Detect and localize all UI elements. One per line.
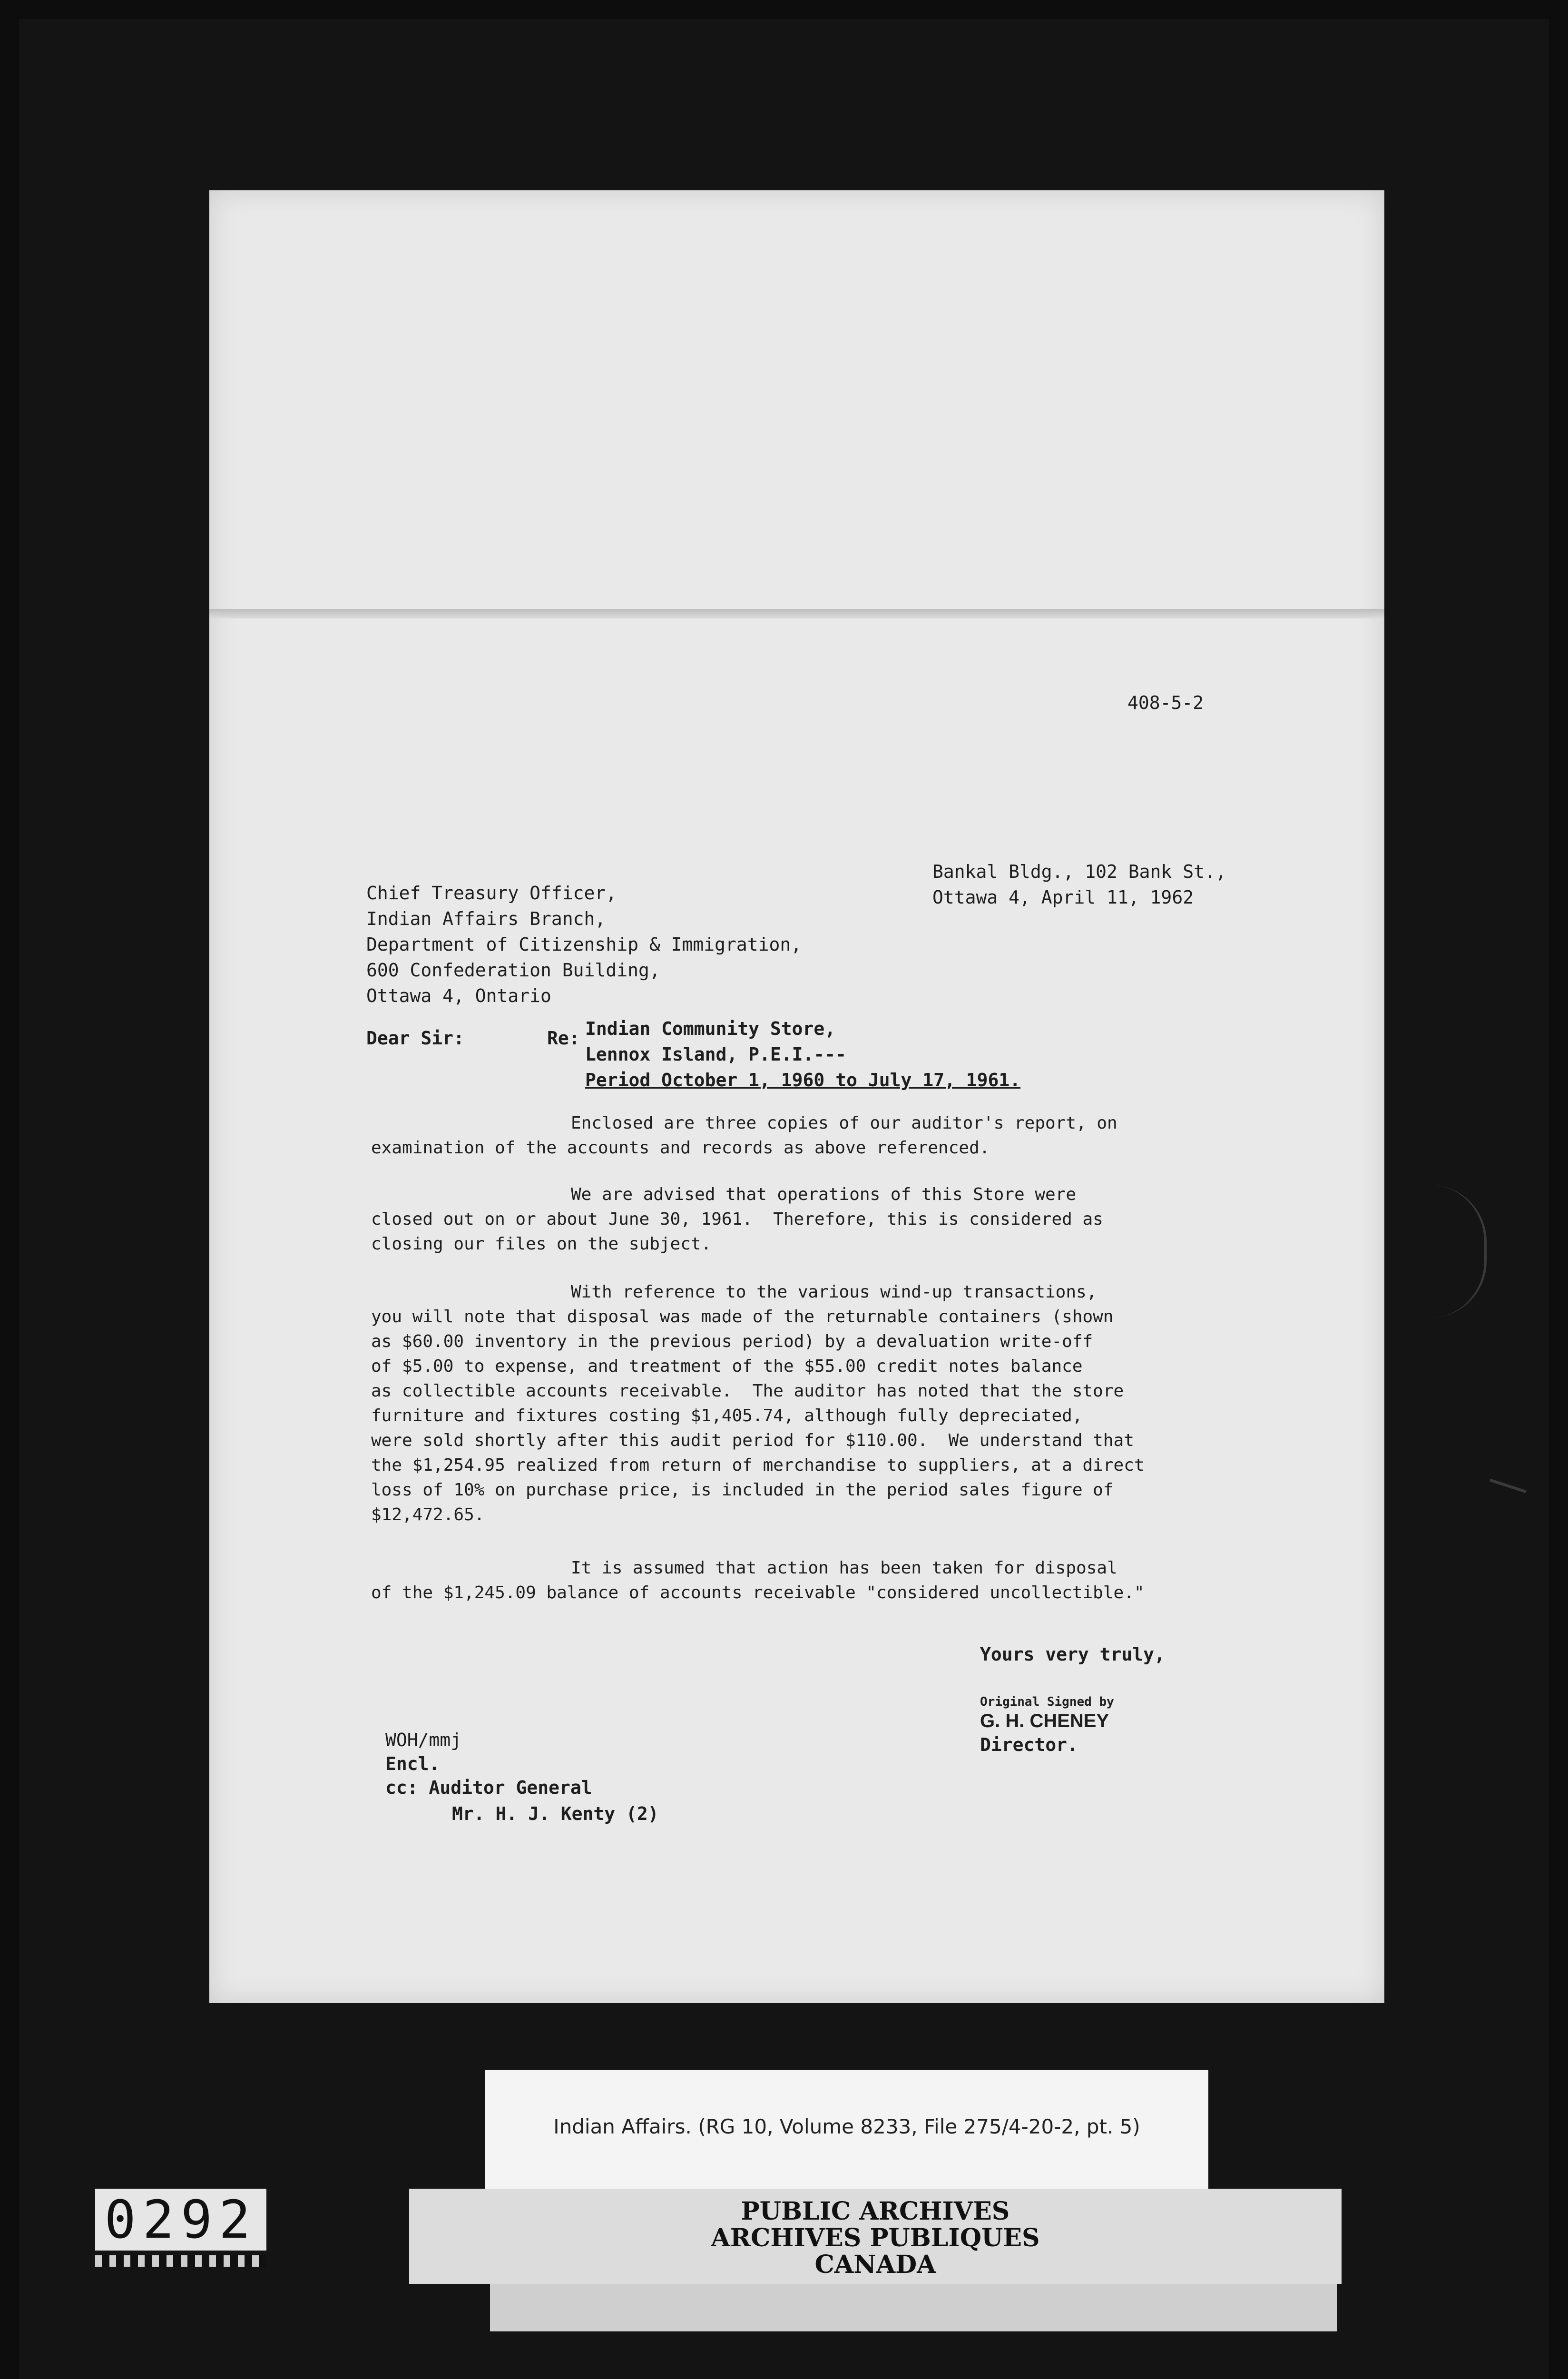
paragraph-1 — [371, 1111, 1299, 1160]
recipient-line: Indian Affairs Branch, — [366, 908, 606, 929]
paragraph-line: We are advised that operations of this Store were — [571, 1185, 1077, 1204]
closing: Yours very truly, — [980, 1644, 1165, 1665]
paragraph-line: were sold shortly after this audit period for $110.00. We understand that — [371, 1431, 1134, 1450]
paragraph-line: as $60.00 inventory in the previous period) by a devaluation write-off — [371, 1332, 1093, 1351]
recipient-address — [366, 880, 802, 1009]
archive-label-strip — [409, 2189, 1342, 2284]
cc-line: cc: Auditor General — [385, 1777, 592, 1798]
paragraph-4 — [371, 1556, 1299, 1605]
sender-address-line: Ottawa 4, April 11, 1962 — [932, 887, 1194, 908]
archive-strip-edge — [490, 2284, 1337, 2331]
paragraph-3 — [371, 1280, 1299, 1527]
archive-caption: Indian Affairs. (RG 10, Volume 8233, File 275/4-20-2, pt. 5) — [553, 2115, 1140, 2138]
paragraph-line: of the $1,245.09 balance of accounts receivable "considered uncollectible." — [371, 1583, 1145, 1602]
file-reference: 408-5-2 — [1127, 692, 1204, 713]
signer-name: G. H. CHENEY — [980, 1711, 1109, 1731]
subject-line: Indian Community Store, — [585, 1018, 836, 1039]
subject-block — [585, 1016, 1020, 1093]
paragraph-line: It is assumed that action has been taken for disposal — [571, 1558, 1117, 1578]
paragraph-line: examination of the accounts and records as above referenced. — [371, 1138, 990, 1158]
paragraph-line: the $1,254.95 realized from return of merchandise to suppliers, at a direct — [371, 1455, 1145, 1475]
archive-label-line: ARCHIVES PUBLIQUES — [711, 2223, 1040, 2252]
typist-initials: WOH/mmj — [385, 1730, 462, 1750]
paragraph-2 — [371, 1182, 1299, 1257]
paragraph-line: closed out on or about June 30, 1961. Therefore, this is considered as — [371, 1209, 1103, 1229]
archive-caption-card — [485, 2070, 1208, 2189]
recipient-line: 600 Confederation Building, — [366, 960, 660, 981]
paragraph-line: closing our files on the subject. — [371, 1234, 712, 1254]
enclosure-note: Encl. — [385, 1753, 440, 1774]
paragraph-line: $12,472.65. — [371, 1505, 485, 1524]
paper-fold — [209, 609, 1384, 619]
sender-address-line: Bankal Bldg., 102 Bank St., — [932, 861, 1226, 882]
re-label: Re: — [547, 1028, 580, 1049]
salutation: Dear Sir: — [366, 1028, 464, 1049]
paragraph-line: you will note that disposal was made of the returnable containers (shown — [371, 1307, 1114, 1327]
subject-line: Period October 1, 1960 to July 17, 1961. — [585, 1070, 1021, 1091]
paragraph-line: loss of 10% on purchase price, is included in the period sales figure of — [371, 1480, 1114, 1500]
signed-note: Original Signed by — [980, 1695, 1114, 1709]
frame-number: 0292 — [95, 2189, 266, 2251]
paragraph-line: of $5.00 to expense, and treatment of the $55.00 credit notes balance — [371, 1357, 1083, 1376]
cc-line: Mr. H. J. Kenty (2) — [452, 1803, 659, 1824]
paragraph-line: With reference to the various wind-up transactions, — [571, 1282, 1097, 1302]
paragraph-line: furniture and fixtures costing $1,405.74, although fully depreciated, — [371, 1406, 1083, 1425]
archive-label-line: PUBLIC ARCHIVES — [741, 2197, 1010, 2226]
recipient-line: Ottawa 4, Ontario — [366, 985, 551, 1006]
subject-line: Lennox Island, P.E.I.--- — [585, 1044, 847, 1065]
film-ruler — [95, 2255, 266, 2267]
recipient-line: Department of Citizenship & Immigration, — [366, 934, 802, 955]
signer-title: Director. — [980, 1734, 1078, 1755]
paragraph-line: as collectible accounts receivable. The auditor has noted that the store — [371, 1381, 1124, 1401]
archive-label-line: CANADA — [814, 2250, 936, 2279]
paragraph-line: Enclosed are three copies of our auditor's report, on — [571, 1113, 1117, 1133]
recipient-line: Chief Treasury Officer, — [366, 883, 617, 904]
letter-sheet — [209, 190, 1384, 2003]
sender-address — [932, 859, 1226, 910]
